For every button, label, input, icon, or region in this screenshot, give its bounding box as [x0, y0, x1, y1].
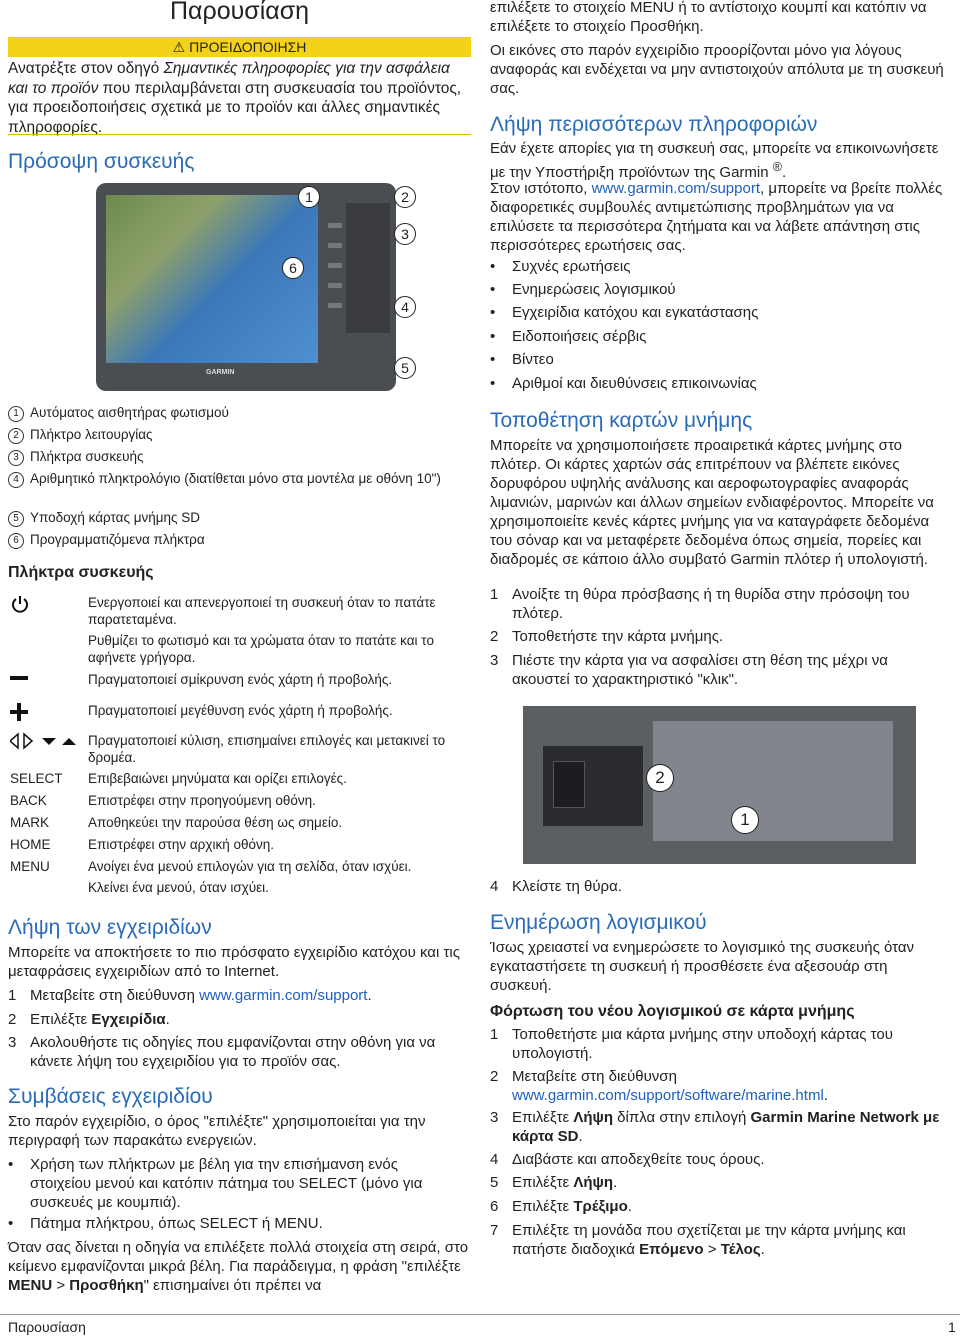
footer-divider	[0, 1314, 960, 1315]
divider	[8, 134, 471, 135]
legend-item: 5 Υποδοχή κάρτας μνήμης SD	[8, 509, 200, 527]
garmin-support-link[interactable]: www.garmin.com/support	[591, 180, 760, 197]
plus-icon	[10, 702, 30, 726]
soft-key	[328, 303, 342, 308]
section-title-software-update: Ενημέρωση λογισμικού	[490, 911, 707, 934]
conventions-outro: Όταν σας δίνεται η οδηγία να επιλέξετε πολλά στοιχεία στη σειρά, στο κείμενο εμφανίζονται μικρά βέλη. Για παράδειγμα, η φράση "επιλέξτε MENU > Προσθήκη" επισημαίνει ότι πρέπει να	[8, 1239, 469, 1294]
callout-2: 2	[394, 186, 416, 208]
legend-item: 3 Πλήκτρα συσκευής	[8, 448, 144, 466]
footer-page-number: 1	[948, 1319, 956, 1335]
photo-callout-2: 2	[646, 764, 674, 792]
subsection-title-load-software: Φόρτωση του νέου λογισμικού σε κάρτα μνήμης	[490, 1003, 855, 1020]
legend-item: 6 Προγραμματιζόμενα πλήκτρα	[8, 531, 205, 549]
arrows-icon	[10, 732, 82, 754]
soft-key	[328, 263, 342, 268]
sd-card	[553, 761, 585, 808]
callout-4: 4	[394, 296, 416, 318]
callout-6: 6	[282, 257, 304, 279]
continued-text: επιλέξετε το στοιχείο MENU ή το αντίστοιχο κουμπί και κατόπιν να επιλέξετε το στοιχείο Προσθήκη.	[490, 0, 927, 35]
device-keypad	[346, 203, 390, 333]
warning-text: Ανατρέξτε στον οδηγό Σημαντικές πληροφορίες για την ασφάλεια και το προϊόν που περιλαμβάνεται στη συσκευασία του προϊόντος, για προειδοποιήσεις σχετικά με το προϊόν και άλλες σημαντικές πληροφορίες.	[8, 60, 462, 136]
conventions-intro: Στο παρόν εγχειρίδιο, ο όρος "επιλέξτε" χρησιμοποιείται για την περιγραφή των παρακάτω ενεργειών.	[8, 1113, 426, 1149]
software-update-intro: Ίσως χρειαστεί να ενημερώσετε το λογισμικό της συσκευής όταν εγκαταστήσετε τη συσκευή ή προσθέσετε ένα αξεσουάρ στη συσκευή.	[490, 939, 915, 994]
garmin-support-link[interactable]: www.garmin.com/support	[199, 987, 368, 1004]
more-info-p1: Εάν έχετε απορίες για τη συσκευή σας, μπορείτε να επικοινωνήσετε με την Υποστήριξη προϊόντων της Garmin ®.	[490, 140, 939, 181]
device-brand: GARMIN	[206, 369, 235, 376]
photo-callout-1: 1	[731, 806, 759, 834]
minus-icon	[10, 671, 30, 689]
warning-bar	[8, 37, 471, 57]
more-info-p2: Στον ιστότοπο, www.garmin.com/support, μπορείτε να βρείτε πολλές διαφορετικές συμβουλές αντιμετώπισης προβλημάτων για να επιλύσετε τα περισσότερα ζητήματα και να λάβετε απάντηση στις περισσότερες ερωτήσεις σας.	[490, 180, 943, 254]
callout-3: 3	[394, 223, 416, 245]
garmin-software-link[interactable]: www.garmin.com/support/software/marine.html	[512, 1087, 824, 1104]
section-title-manuals: Λήψη των εγχειριδίων	[8, 916, 212, 939]
soft-key	[328, 223, 342, 228]
legend-item: 1 Αυτόματος αισθητήρας φωτισμού	[8, 404, 229, 422]
legend-item: 4 Αριθμητικό πληκτρολόγιο (διατίθεται μόνο στα μοντέλα με οθόνη 10")	[8, 470, 468, 488]
callout-1: 1	[298, 186, 320, 208]
section-title-memory-cards: Τοποθέτηση καρτών μνήμης	[490, 409, 753, 432]
footer-chapter: Παρουσίαση	[8, 1319, 86, 1335]
soft-key	[328, 283, 342, 288]
callout-5: 5	[394, 357, 416, 379]
memory-cards-intro: Μπορείτε να χρησιμοποιήσετε προαιρετικά κάρτες μνήμης στο πλότερ. Οι κάρτες χαρτών σάς επιτρέπουν να βλέπετε εικόνες δορυφόρου υψηλής ανάλυσης και αεροφωτογραφίες αναφοράς λιμανιών, μαρινών και άλλων σημείων ενδιαφέροντος. Μπορείτε να χρησιμοποιείτε κενές κάρτες μνήμης για να καταγράφετε δεδομένα του σόναρ και να μεταφέρετε δεδομένα όπως σημεία, πορείες και διαδρομές σε κάποιο άλλο συμβατό Garmin πλότερ ή υπολογιστή.	[490, 437, 934, 568]
legend-item: 2 Πλήκτρο λειτουργίας	[8, 426, 153, 444]
section-title-conventions: Συμβάσεις εγχειριδίου	[8, 1085, 213, 1108]
section-title-more-info: Λήψη περισσότερων πληροφοριών	[490, 113, 818, 136]
warning-icon: ⚠	[172, 39, 186, 55]
subsection-title-device-keys: Πλήκτρα συσκευής	[8, 564, 154, 581]
device-panel	[653, 721, 893, 841]
device-illustration	[96, 183, 396, 391]
memory-card-photo	[523, 706, 916, 864]
power-icon	[10, 594, 30, 618]
device-screen-map	[106, 195, 318, 363]
manuals-intro: Μπορείτε να αποκτήσετε το πιο πρόσφατο εγχειρίδιο κατόχου και τις μεταφράσεις εγχειριδίων από το Internet.	[8, 944, 460, 980]
warning-label: ΠΡΟΕΙΔΟΠΟΙΗΣΗ	[189, 39, 307, 55]
soft-key	[328, 243, 342, 248]
section-title-device-front: Πρόσοψη συσκευής	[8, 150, 195, 173]
images-note: Οι εικόνες στο παρόν εγχειρίδιο προορίζονται μόνο για λόγους αναφοράς και ενδέχεται να μην αντιστοιχούν απόλυτα με τη συσκευή σας.	[490, 42, 944, 97]
chapter-title: Παρουσίαση	[170, 0, 310, 25]
